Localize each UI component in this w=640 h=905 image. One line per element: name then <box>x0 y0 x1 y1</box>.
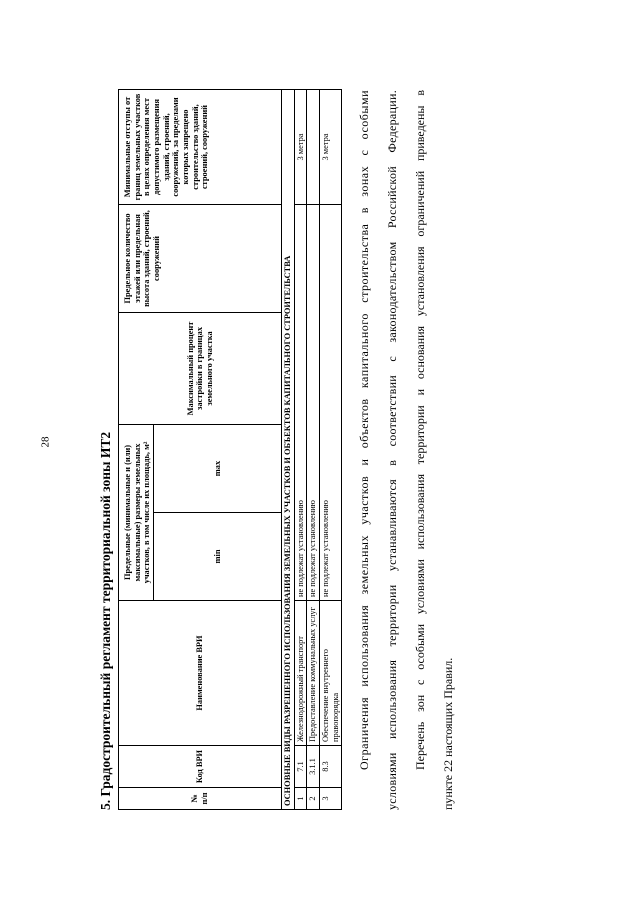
paragraph-restrictions-line1: Ограничения использования земельных участков и объектов капитального строительства в зонах с особыми <box>357 90 371 770</box>
header-num: № п/п <box>119 788 282 810</box>
header-build-percent: Максимальный процент застройки в границах земельного участка <box>119 313 282 425</box>
header-code: Код ВРИ <box>119 746 282 788</box>
header-floors: Предельное количество этажей или предельная высота зданий, строений, сооружений <box>119 205 282 313</box>
row-code: 3.1.1 <box>307 746 320 788</box>
row-code: 8.3 <box>319 746 341 788</box>
table-section-row <box>281 90 294 810</box>
table-header-row <box>119 90 154 810</box>
table-row <box>307 90 320 810</box>
page-number: 28 <box>39 436 52 448</box>
row-num: 2 <box>307 788 320 810</box>
row-name: Обеспечение внутреннего правопорядка <box>319 601 341 746</box>
paragraph-zones-list-line2: пункте 22 настоящих Правил. <box>441 657 455 810</box>
header-setback: Минимальные отступы от границ земельных участков в целях определения мест допустимого размещения зданий, строений, сооружений, за пределами которых запрещено строительство зданий, строений, сооружений <box>119 90 282 205</box>
row-setback: 3 метра <box>294 90 307 205</box>
section-title: 5. Градостроительный регламент территориальной зоны ИТ2 <box>98 431 113 810</box>
paragraph-zones-list-line1: Перечень зон с особыми условиями использования территории и основания установления ограничений приведены в <box>413 90 427 770</box>
row-setback <box>307 90 320 205</box>
regulation-table <box>118 89 342 810</box>
row-limits: не подлежат установлению <box>319 205 341 601</box>
row-num: 1 <box>294 788 307 810</box>
section-label: ОСНОВНЫЕ ВИДЫ РАЗРЕШЕННОГО ИСПОЛЬЗОВАНИЯ ЗЕМЕЛЬНЫХ УЧАСТКОВ И ОБЪЕКТОВ КАПИТАЛЬНОГО СТРОИТЕЛЬСТВА <box>281 90 294 810</box>
row-setback: 3 метра <box>319 90 341 205</box>
table-row <box>294 90 307 810</box>
header-min: min <box>153 513 281 601</box>
row-limits: не подлежат установлению <box>294 205 307 601</box>
row-code: 7.1 <box>294 746 307 788</box>
row-name: Предоставление коммунальных услуг <box>307 601 320 746</box>
table-row <box>319 90 341 810</box>
row-limits: не подлежат установлению <box>307 205 320 601</box>
header-name: Наименование ВРИ <box>119 601 282 746</box>
header-sizes: Предельные (минимальные и (или) максимальные) размеры земельных участков, в том числе их площадь, м² <box>119 425 154 601</box>
header-max: max <box>153 425 281 513</box>
row-name: Железнодорожный транспорт <box>294 601 307 746</box>
paragraph-restrictions-line2: условиями использования территории устанавливаются в соответствии с законодательством Российской Федерации. <box>385 90 399 810</box>
row-num: 3 <box>319 788 341 810</box>
